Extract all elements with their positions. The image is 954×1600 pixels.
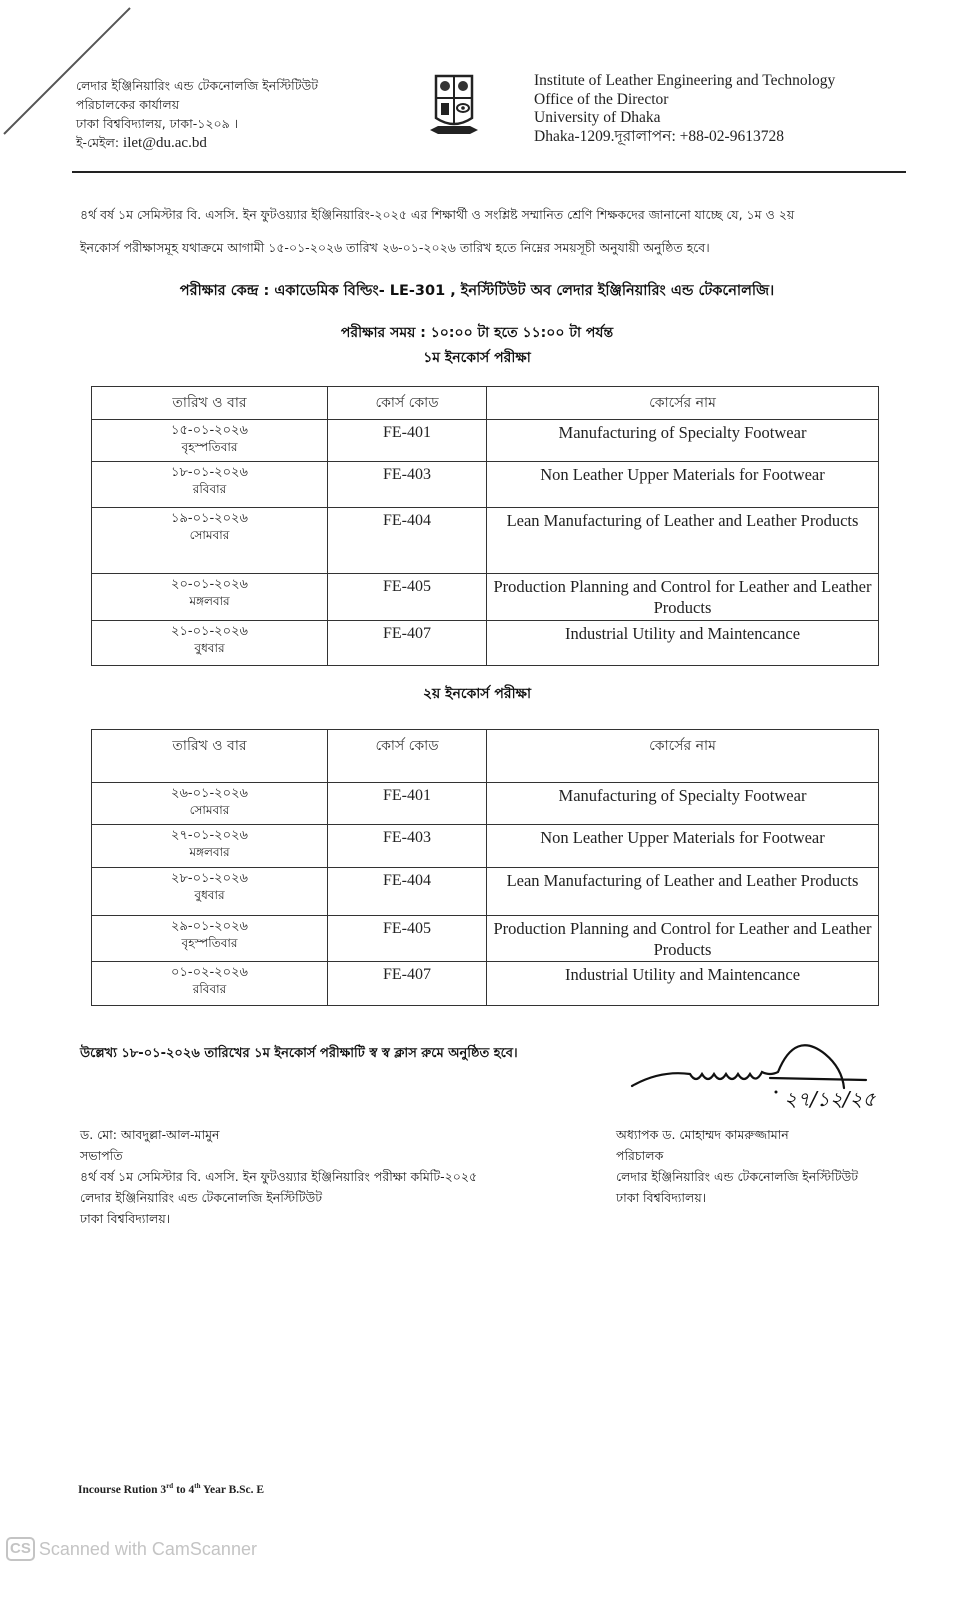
exam-day: মঙ্গলবার [189, 845, 230, 859]
table-row [92, 508, 879, 574]
header-divider [72, 171, 906, 173]
letterhead-english-line: Office of the Director [534, 90, 669, 108]
exam-date: ২৭-০১-২০২৬ [171, 828, 248, 843]
course-name: Industrial Utility and Maintencance [487, 962, 879, 1006]
incourse-1-title: ১ম ইনকোর্স পরীক্ষা [423, 350, 531, 366]
exam-date: ২৮-০১-২০২৬ [171, 871, 248, 886]
course-code: FE-403 [328, 825, 487, 868]
camscanner-watermark [6, 1537, 257, 1561]
exam-date: ২০-০১-২০২৬ [171, 577, 248, 592]
course-code: FE-401 [328, 420, 487, 462]
table-row [92, 420, 879, 462]
exam-date: ১৮-০১-২০২৬ [171, 465, 248, 480]
intro-paragraph [80, 198, 900, 264]
header-date-day: তারিখ ও বার [92, 730, 328, 783]
letterhead-english-line: University of Dhaka [534, 109, 661, 126]
signatory-university: ঢাকা বিশ্ববিদ্যালয়। [616, 1190, 707, 1205]
exam-date: ২৬-০১-২০২৬ [171, 786, 248, 801]
incourse-2-title: ২য় ইনকোর্স পরীক্ষা [422, 686, 532, 702]
signatory-name: ড. মো: আবদুল্লা-আল-মামুন [80, 1127, 220, 1142]
letterhead-english-line: Dhaka-1209.দূরালাপন: +88-02-9613728 [534, 127, 784, 145]
course-name: Manufacturing of Specialty Footwear [487, 420, 879, 462]
exam-day: বৃহস্পতিবার [181, 936, 238, 950]
course-name: Production Planning and Control for Leather and Leather Products [487, 916, 879, 962]
signatory-committee: ৪র্থ বর্ষ ১ম সেমিস্টার বি. এসসি. ইন ফুটওয়্যার ইঞ্জিনিয়ারিং পরীক্ষা কমিটি-২০২৫ [80, 1169, 478, 1184]
letterhead-bangla-line: পরিচালকের কার্যালয় [76, 97, 180, 112]
table-row [92, 783, 879, 825]
letterhead-english-line: Institute of Leather Engineering and Technology [534, 72, 836, 89]
course-code: FE-404 [328, 868, 487, 916]
table-row [92, 574, 879, 621]
header-course-code: কোর্স কোড [328, 387, 487, 420]
table-row [92, 868, 879, 916]
watermark-text: Scanned with CamScanner [38, 1538, 257, 1559]
exam-date: ২১-০১-২০২৬ [171, 624, 248, 639]
course-code: FE-405 [328, 574, 487, 621]
email-address: ilet@du.ac.bd [123, 135, 207, 151]
table-header-row [92, 730, 879, 783]
header-course-name: কোর্সের নাম [487, 730, 879, 783]
exam-day: মঙ্গলবার [189, 594, 230, 608]
exam-day: রবিবার [192, 982, 227, 996]
letterhead-bangla-line: লেদার ইঞ্জিনিয়ারিং এন্ড টেকনোলজি ইনস্টিটিউট [76, 78, 319, 93]
letterhead-bangla [76, 76, 318, 153]
course-name: Production Planning and Control for Leather and Leather Products [487, 574, 879, 621]
table-row [92, 462, 879, 508]
ref-part: to 4 [173, 1483, 195, 1496]
course-code: FE-407 [328, 962, 487, 1006]
university-crest-icon [428, 74, 480, 138]
header-course-code: কোর্স কোড [328, 730, 487, 783]
course-name: Lean Manufacturing of Leather and Leather Products [487, 868, 879, 916]
table-header-row [92, 387, 879, 420]
table-row [92, 621, 879, 666]
camscanner-logo-icon: CS [6, 1537, 35, 1561]
table-row [92, 825, 879, 868]
signatory-director [616, 1124, 858, 1208]
intro-line: ইনকোর্স পরীক্ষাসমূহ যথাক্রমে আগামী ১৫-০১-২০২৬ তারিখ ২৬-০১-২০২৬ তারিখ হতে নিম্নের সময়সূচী অনুযায়ী অনুষ্ঠিত হবে। [80, 240, 710, 255]
course-name: Non Leather Upper Materials for Footwear [487, 462, 879, 508]
ref-part: Incourse Rution 3 [78, 1483, 167, 1496]
course-code: FE-401 [328, 783, 487, 825]
course-code: FE-404 [328, 508, 487, 574]
exam-day: সোমবার [189, 528, 230, 542]
exam-day: বৃহস্পতিবার [181, 440, 238, 454]
exam-day: রবিবার [192, 482, 227, 496]
table-row [92, 916, 879, 962]
course-name: Manufacturing of Specialty Footwear [487, 783, 879, 825]
exam-day: বুধবার [194, 641, 225, 655]
exam-day: সোমবার [189, 803, 230, 817]
signatory-university: ঢাকা বিশ্ববিদ্যালয়। [80, 1211, 171, 1226]
signatory-chairman [80, 1124, 477, 1229]
exam-day: বুধবার [194, 888, 225, 902]
exam-date: ২৯-০১-২০২৬ [171, 919, 248, 934]
header-course-name: কোর্সের নাম [487, 387, 879, 420]
email-label: ই-মেইল: [76, 135, 120, 150]
signature-date: ২৭/১২/২৫ [784, 1087, 876, 1111]
course-code: FE-405 [328, 916, 487, 962]
incourse-1-schedule-table [91, 386, 879, 666]
course-name: Industrial Utility and Maintencance [487, 621, 879, 666]
course-code: FE-403 [328, 462, 487, 508]
course-name: Non Leather Upper Materials for Footwear [487, 825, 879, 868]
ref-sup: rd [166, 1482, 174, 1490]
ref-sup: th [194, 1482, 201, 1490]
director-signature [620, 1036, 880, 1116]
letterhead-email-row [76, 133, 318, 153]
course-name: Lean Manufacturing of Leather and Leather Products [487, 508, 879, 574]
signatory-designation: সভাপতি [80, 1148, 123, 1163]
incourse-2-schedule-table [91, 729, 879, 1006]
exam-date: ১৯-০১-২০২৬ [171, 511, 248, 526]
table-row [92, 962, 879, 1006]
exam-time: পরীক্ষার সময় : ১০:০০ টা হতে ১১:০০ টা পর্যন্ত [340, 325, 614, 341]
ref-part: Year B.Sc. E [200, 1483, 265, 1496]
header-date-day: তারিখ ও বার [92, 387, 328, 420]
exam-date: ০১-০২-২০২৬ [171, 965, 248, 980]
signatory-institute: লেদার ইঞ্জিনিয়ারিং এন্ড টেকনোলজি ইনস্টিটিউট [80, 1190, 323, 1205]
exam-venue: পরীক্ষার কেন্দ্র : একাডেমিক বিল্ডিং- LE-301 , ইনস্টিটিউট অব লেদার ইঞ্জিনিয়ারিং এন্ড টেকনোলজি। [179, 283, 775, 299]
signatory-designation: পরিচালক [616, 1148, 664, 1163]
letterhead-bangla-line: ঢাকা বিশ্ববিদ্যালয়, ঢাকা-১২০৯ । [76, 116, 239, 131]
exam-date: ১৫-০১-২০২৬ [171, 423, 248, 438]
document-reference [78, 1482, 264, 1496]
note-text: উল্লেখ্য ১৮-০১-২০২৬ তারিখের ১ম ইনকোর্স পরীক্ষাটি স্ব স্ব ক্লাস রুমে অনুষ্ঠিত হবে। [80, 1046, 518, 1061]
signatory-name: অধ্যাপক ড. মোহাম্মদ কামরুজ্জামান [616, 1127, 789, 1142]
letterhead-english [534, 72, 835, 146]
signatory-institute: লেদার ইঞ্জিনিয়ারিং এন্ড টেকনোলজি ইনস্টিটিউট [616, 1169, 859, 1184]
course-code: FE-407 [328, 621, 487, 666]
intro-line: ৪র্থ বর্ষ ১ম সেমিস্টার বি. এসসি. ইন ফুটওয়্যার ইঞ্জিনিয়ারিং-২০২৫ এর শিক্ষার্থী ও সংশ্লিষ্ট সম্মানিত শ্রেণি শিক্ষকদের জানানো যাচ্ছে যে, ১ম ও ২য় [80, 207, 795, 222]
